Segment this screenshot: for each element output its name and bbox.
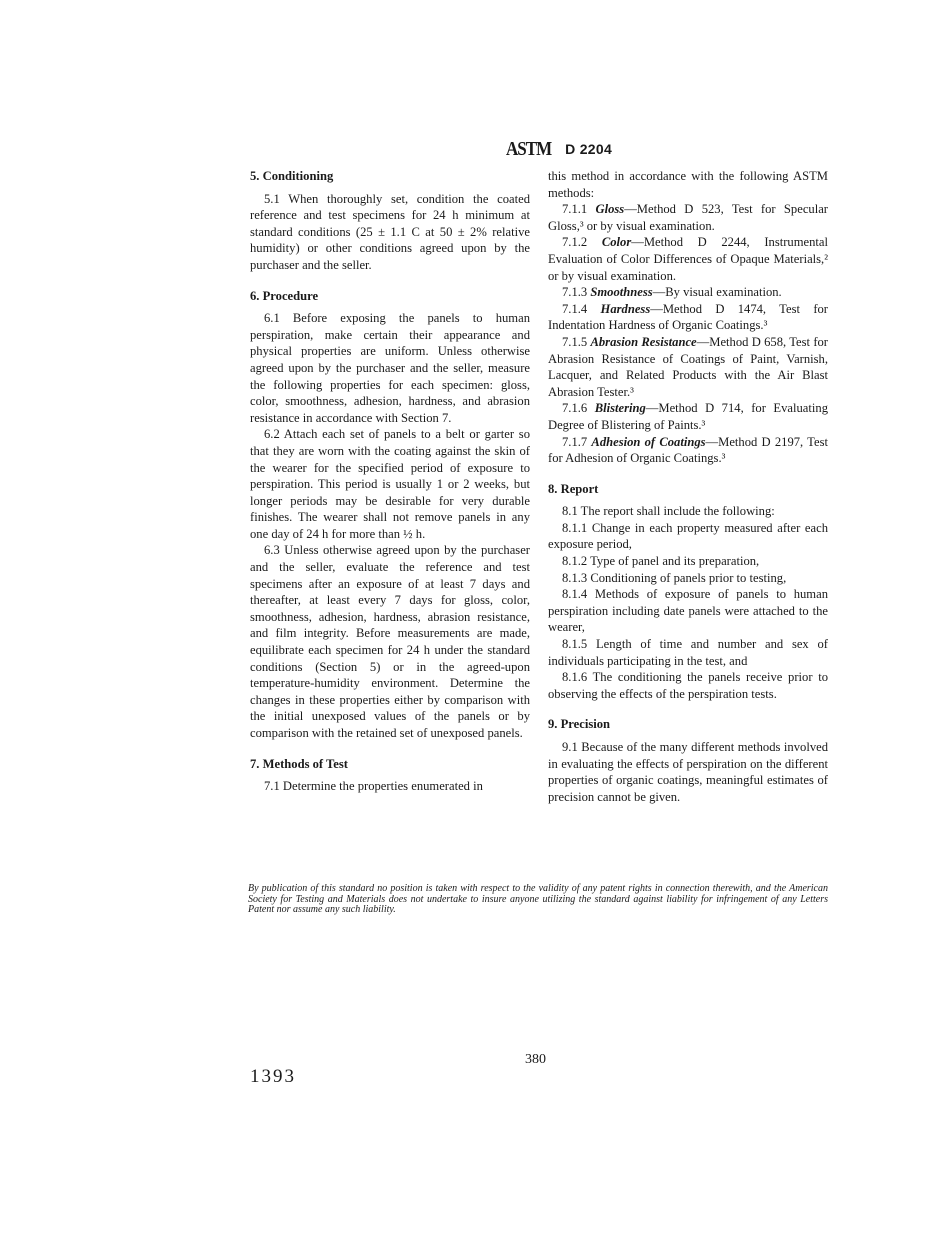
paragraph: 5.1 When thoroughly set, condition the coated reference and test specimens for 24 h minimum at standard conditions (25 ± 1.1 C at 50 ± 2% relative humidity) or other conditions agreed upon by the purchaser and the seller. [250, 191, 530, 272]
astm-logo-icon: ASTM [506, 137, 552, 160]
section-heading: 9. Precision [548, 717, 611, 732]
patent-footnote: By publication of this standard no position is taken with respect to the validity of any patent rights in connection therewith, and the American Society for Testing and Materials does not undertake to insure anyone utilizing the standard against liability for infringement of any Letters Patent nor assume any such liability. [248, 883, 828, 915]
section-heading: 6. Procedure [250, 288, 319, 303]
method-item: 7.1.4 Hardness—Method D 1474, Test for Indentation Hardness of Organic Coatings.³ [548, 301, 828, 333]
paragraph: 6.2 Attach each set of panels to a belt or garter so that they are worn with the coating against the skin of the wearer for the specified period of exposure to perspiration. This period is usually 1 or 2 weeks, but longer periods may be desirable for very durable finishes. The wearer shall not remove panels in any one day of 24 h for more than ½ h. [250, 427, 530, 541]
section-heading: 7. Methods of Test [250, 756, 348, 771]
method-item: 7.1.3 Smoothness—By visual examination. [562, 285, 782, 300]
paragraph: 8.1.5 Length of time and number and sex of individuals participating in the test, and [548, 637, 828, 668]
paragraph: 8.1.1 Change in each property measured after each exposure period, [548, 520, 828, 552]
right-column [548, 168, 828, 805]
method-item: 7.1.2 Color—Method D 2244, Instrumental Evaluation of Color Differences of Opaque Materials,² or by visual examination. [548, 235, 828, 283]
paragraph: 8.1.6 The conditioning the panels receive prior to observing the effects of the perspiration tests. [548, 670, 828, 701]
paragraph: 8.1 The report shall include the following: [562, 504, 775, 519]
serial-number: 1393 [250, 1066, 296, 1087]
left-column [250, 168, 530, 795]
paragraph: 9.1 Because of the many different methods involved in evaluating the effects of perspiration on the different properties of organic coatings, meaningful estimates of precision cannot be given. [548, 740, 828, 804]
method-item: 7.1.7 Adhesion of Coatings—Method D 2197, Test for Adhesion of Organic Coatings.³ [548, 434, 828, 466]
method-item: 7.1.6 Blistering—Method D 714, for Evaluating Degree of Blistering of Paints.³ [548, 401, 828, 432]
paragraph: 8.1.4 Methods of exposure of panels to human perspiration including date panels were attached to the wearer, [548, 587, 828, 635]
paragraph: 7.1 Determine the properties enumerated in [264, 779, 483, 794]
page-number: 380 [525, 1052, 546, 1067]
paragraph: 6.3 Unless otherwise agreed upon by the purchaser and the seller, evaluate the reference and test specimens after an exposure of at least 7 days and thereafter, at least every 7 days for gloss, color, smoothness, adhesion, hardness, abrasion resistance, and film integrity. Before measurements are made, equilibrate each specimen for 24 h under the standard conditions (Section 5) or in the agreed-upon temperature-humidity environment. Determine the changes in these properties either by comparison with the initial unexposed values of the panels or by comparison with the retained set of unexposed panels. [250, 543, 530, 740]
section-heading: 8. Report [548, 481, 599, 496]
section-heading: 5. Conditioning [250, 169, 334, 183]
paragraph: 8.1.3 Conditioning of panels prior to testing, [562, 570, 787, 585]
method-item: 7.1.1 Gloss—Method D 523, Test for Specular Gloss,³ or by visual examination. [548, 202, 828, 233]
method-item: 7.1.5 Abrasion Resistance—Method D 658, Test for Abrasion Resistance of Coatings of Paint, Varnish, Lacquer, and Related Products with the Air Blast Abrasion Tester.³ [548, 334, 828, 399]
paragraph: this method in accordance with the following ASTM methods: [548, 169, 828, 200]
paragraph: 6.1 Before exposing the panels to human perspiration, make certain their appearance and physical properties are uniform. Unless otherwise agreed upon by the purchaser and the seller, measure the following properties for each specimen: gloss, color, smoothness, adhesion, hardness, and abrasion resistance in accordance with Section 7. [250, 311, 530, 425]
page-header [506, 139, 612, 159]
standard-designation: D 2204 [565, 141, 613, 157]
paragraph: 8.1.2 Type of panel and its preparation, [562, 554, 760, 569]
